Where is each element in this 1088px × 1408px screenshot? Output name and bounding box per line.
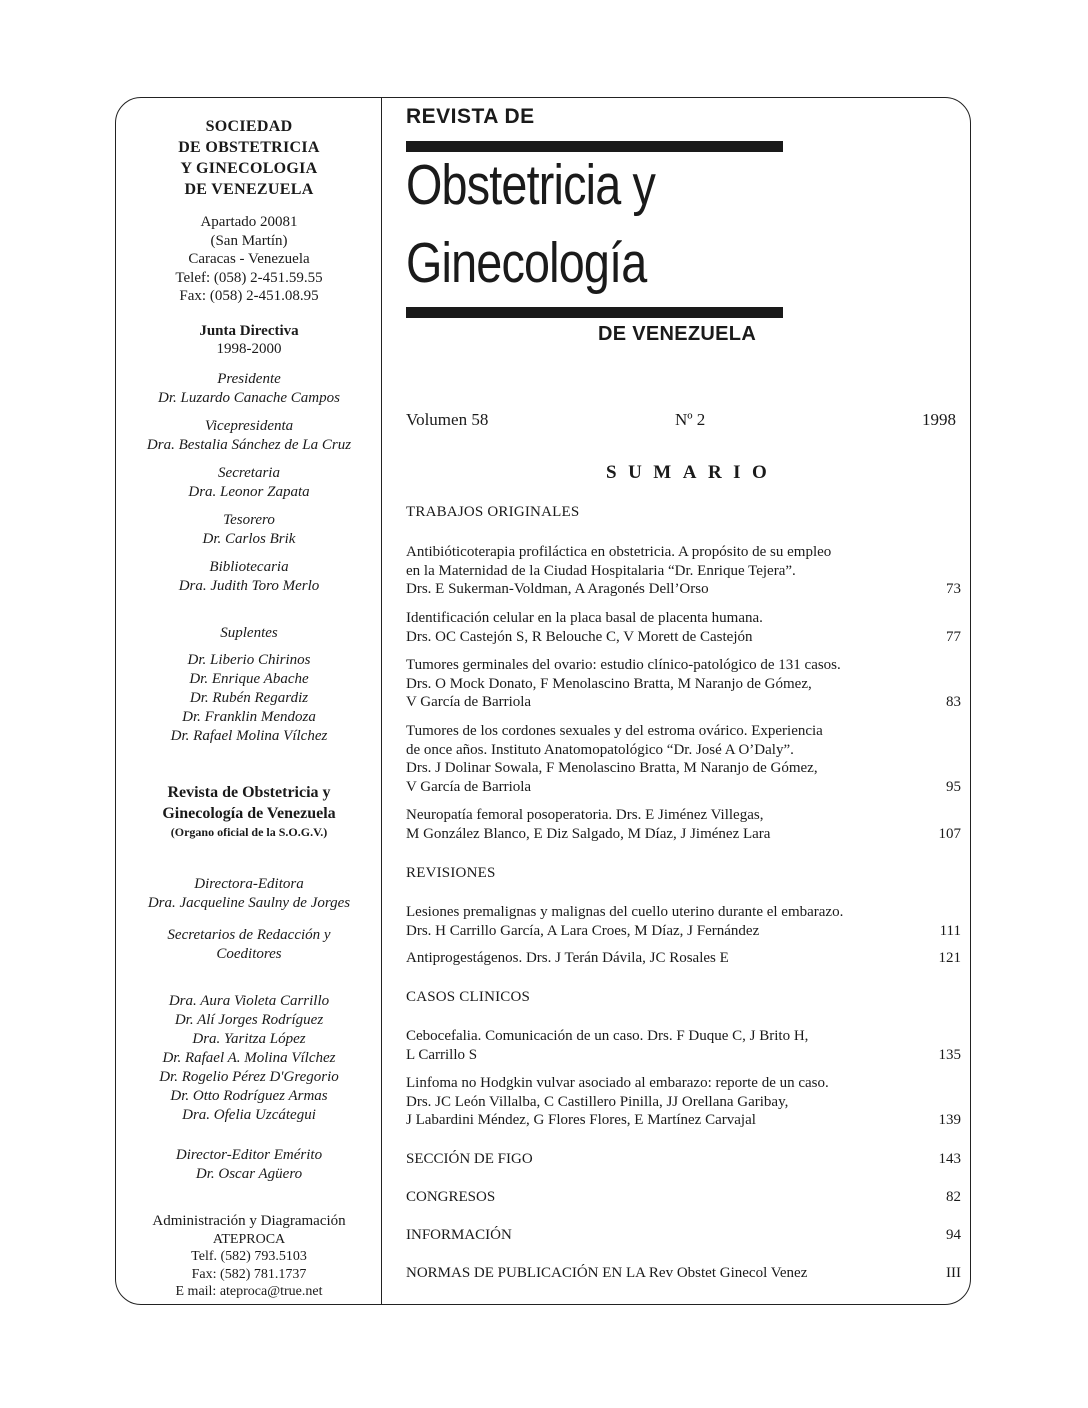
- society-name: SOCIEDAD DE OBSTETRICIA Y GINECOLOGIA DE VENEZUELA: [178, 118, 320, 198]
- director-emerito: Director-Editor Emérito Dr. Oscar Agüero: [175, 1147, 323, 1182]
- directora-editora: Directora-Editora Dra. Jacqueline Saulny de Jorges: [147, 876, 351, 911]
- suplentes-title: Suplentes: [220, 625, 278, 641]
- section-casos-clinicos: CASOS CLINICOS: [406, 989, 531, 1005]
- issue-volume: Volumen 58: [406, 410, 489, 429]
- junta-directiva: Junta Directiva 1998-2000: [199, 323, 299, 357]
- toc-page-number: 121: [938, 950, 961, 966]
- officer-tesorero: Tesorero Dr. Carlos Brik: [202, 512, 296, 547]
- toc-congresos[interactable]: CONGRESOS 82: [406, 1189, 961, 1205]
- toc-entry[interactable]: Antibióticoterapia profiláctica en obstetricia. A propósito de su empleo en la Maternidad de la Ciudad Hospitalaria “Dr. Enrique Tejera”. Drs. E Sukerman-Voldman, A Aragonés Dell’Orso 73: [406, 544, 961, 598]
- toc-page-number: III: [946, 1265, 961, 1281]
- column-divider: [381, 97, 382, 1305]
- secretarios-redaccion: Secretarios de Redacción y Coeditores: [167, 927, 331, 962]
- section-trabajos-originales: TRABAJOS ORIGINALES: [406, 504, 580, 520]
- coeditores-list: Dra. Aura Violeta Carrillo Dr. Alí Jorges Rodríguez Dra. Yaritza López Dr. Rafael A. Molina Vílchez Dr. Rogelio Pérez D'Gregorio Dr. Otto Rodríguez Armas Dra. Ofelia Uzcátegui: [159, 993, 339, 1123]
- masthead-bar-top: [406, 141, 783, 152]
- toc-page-number: 95: [946, 779, 961, 796]
- sumario-heading: SUMARIO: [606, 462, 779, 483]
- section-revisiones: REVISIONES: [406, 865, 496, 881]
- revista-official: Revista de Obstetricia y Ginecología de Venezuela (Organo oficial de la S.O.G.V.): [162, 784, 336, 839]
- toc-entry[interactable]: Tumores de los cordones sexuales y del estroma ovárico. Experiencia de once años. Instituto Anatomopatológico “Dr. José A O’Daly”. Drs. J Dolinar Sowala, F Menolascino Bratta, M Naranjo de Gómez, V García de Barriola 95: [406, 723, 961, 796]
- masthead-de-venezuela: DE VENEZUELA: [598, 323, 757, 345]
- toc-entry[interactable]: Antiprogestágenos. Drs. J Terán Dávila, JC Rosales E 121: [406, 950, 961, 966]
- suplentes-list: Dr. Liberio Chirinos Dr. Enrique Abache Dr. Rubén Regardiz Dr. Franklin Mendoza Dr. Rafael Molina Vílchez: [170, 652, 328, 744]
- toc-page-number: 83: [946, 694, 961, 711]
- toc-page-number: 77: [946, 628, 961, 645]
- toc-seccion-figo[interactable]: SECCIÓN DE FIGO 143: [406, 1151, 961, 1167]
- toc-page-number: 82: [946, 1189, 961, 1205]
- issue-number: Nº 2: [675, 410, 706, 429]
- toc-entry[interactable]: Tumores germinales del ovario: estudio clínico-patológico de 131 casos. Drs. O Mock Donato, F Menolascino Bratta, M Naranjo de Gómez, V García de Barriola 83: [406, 657, 961, 711]
- toc-page-number: 143: [938, 1151, 961, 1167]
- toc-entry[interactable]: Cebocefalia. Comunicación de un caso. Drs. F Duque C, J Brito H, L Carrillo S 135: [406, 1028, 961, 1063]
- officer-secretaria: Secretaria Dra. Leonor Zapata: [188, 465, 310, 500]
- masthead-title-line2: Ginecología: [406, 231, 647, 295]
- toc-page-number: 111: [939, 922, 961, 939]
- officer-presidente: Presidente Dr. Luzardo Canache Campos: [158, 371, 340, 406]
- toc-entry[interactable]: Identificación celular en la placa basal de placenta humana. Drs. OC Castejón S, R Belouche C, V Morett de Castejón 77: [406, 610, 961, 645]
- society-address: Apartado 20081 (San Martín) Caracas - Venezuela Telef: (058) 2-451.59.55 Fax: (058) 2-451.08.95: [175, 214, 323, 305]
- masthead-bar-bottom: [406, 307, 783, 318]
- officer-bibliotecaria: Bibliotecaria Dra. Judith Toro Merlo: [178, 559, 320, 594]
- toc-page-number: 139: [938, 1112, 961, 1129]
- toc-page-number: 135: [938, 1046, 961, 1063]
- toc-page-number: 94: [946, 1227, 961, 1243]
- toc-entry[interactable]: Lesiones premalignas y malignas del cuello uterino durante el embarazo. Drs. H Carrillo García, A Lara Croes, M Díaz, J Fernández 111: [406, 904, 961, 939]
- toc-normas-publicacion[interactable]: NORMAS DE PUBLICACIÓN EN LA Rev Obstet Ginecol Venez III: [406, 1265, 961, 1281]
- masthead-title-line1: Obstetricia y: [406, 153, 656, 217]
- toc-informacion[interactable]: INFORMACIÓN 94: [406, 1227, 961, 1243]
- masthead-revista-de: REVISTA DE: [406, 105, 535, 128]
- toc-entry[interactable]: Linfoma no Hodgkin vulvar asociado al embarazo: reporte de un caso. Drs. JC León Villalba, C Castillero Pinilla, JJ Orellana Garibay, J Labardini Méndez, G Flores Flores, E Martínez Carvajal 139: [406, 1075, 961, 1129]
- administracion: Administración y Diagramación ATEPROCA Telf. (582) 793.5103 Fax: (582) 781.1737 E mail: ateproca@true.net: [152, 1213, 346, 1300]
- officer-vicepresidenta: Vicepresidenta Dra. Bestalia Sánchez de La Cruz: [146, 418, 352, 453]
- toc-page-number: 73: [946, 581, 961, 598]
- issue-year: 1998: [922, 410, 956, 429]
- toc-page-number: 107: [938, 825, 961, 842]
- toc-entry[interactable]: Neuropatía femoral posoperatoria. Drs. E Jiménez Villegas, M González Blanco, E Diz Salgado, M Díaz, J Jiménez Lara 107: [406, 807, 961, 842]
